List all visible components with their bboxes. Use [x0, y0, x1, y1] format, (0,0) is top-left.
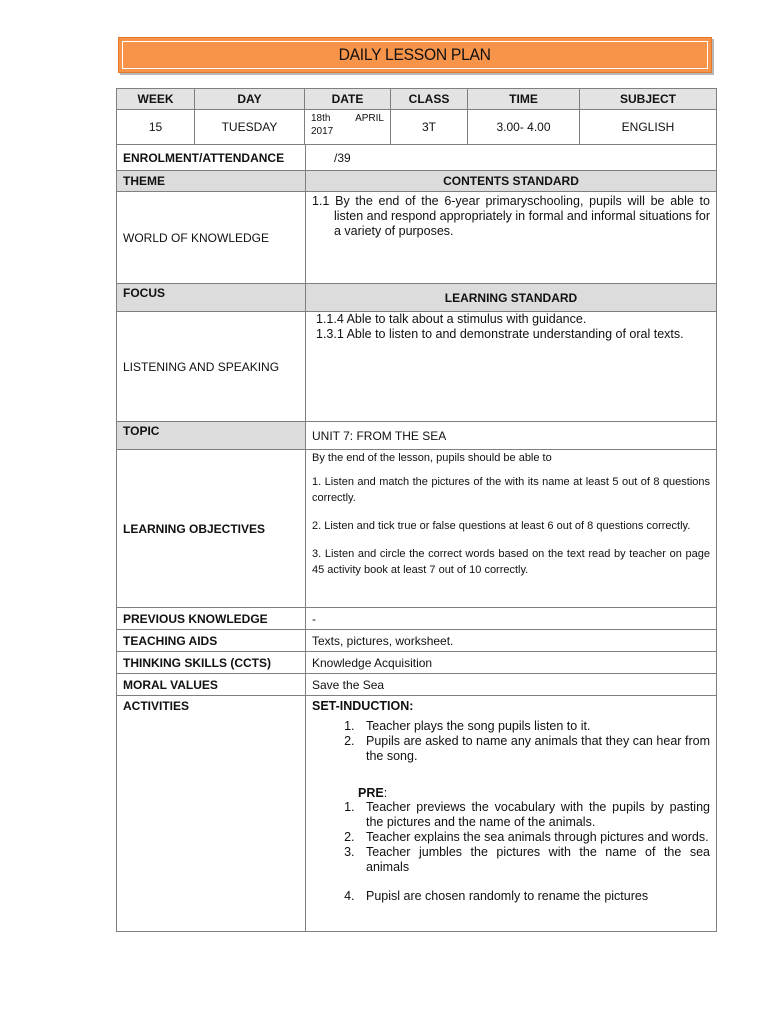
- theme-label: THEME: [117, 171, 306, 192]
- activities-row: [117, 696, 717, 932]
- lesson-details-table: [116, 144, 717, 932]
- focus-header-row: [117, 284, 717, 312]
- contents-standard-text: By the end of the 6-year primaryschooling, pupils will be able to listen and respond appropriately in formal and informal situations for a variety of purposes.: [334, 194, 710, 238]
- class-value: 3T: [391, 110, 468, 145]
- activity-item: 1. Teacher plays the song pupils listen to it.: [358, 719, 710, 734]
- previous-knowledge-value: -: [306, 608, 717, 630]
- learning-objective-item: 2. Listen and tick true or false questions at least 6 out of 8 questions correctly.: [312, 520, 691, 532]
- topic-row: [117, 422, 717, 450]
- learning-objectives-row: [117, 450, 717, 608]
- header-class: CLASS: [391, 89, 468, 110]
- theme-row: [117, 192, 717, 284]
- learning-standard-label: LEARNING STANDARD: [306, 284, 717, 312]
- activity-item: 1. Teacher previews the vocabulary with the pupils by pasting the pictures and the name of the animals.: [358, 800, 710, 830]
- learning-standard-item: 1.3.1 Able to listen to and demonstrate understanding of oral texts.: [316, 327, 684, 341]
- time-value: 3.00- 4.00: [468, 110, 580, 145]
- week-value: 15: [117, 110, 195, 145]
- date-value: 18th APRIL 2017: [305, 110, 391, 145]
- header-subject: SUBJECT: [580, 89, 717, 110]
- title-frame: [122, 41, 708, 69]
- header-day: DAY: [195, 89, 305, 110]
- moral-values-row: [117, 674, 717, 696]
- topic-label: TOPIC: [117, 422, 306, 450]
- moral-values-label: MORAL VALUES: [117, 674, 306, 696]
- set-induction-list: [312, 719, 710, 764]
- set-induction-label: SET-INDUCTION:: [312, 699, 414, 713]
- learning-standard-cell: [306, 312, 717, 422]
- activity-item: 3. Teacher jumbles the pictures with the name of the sea animals: [358, 845, 710, 875]
- previous-knowledge-row: [117, 608, 717, 630]
- activity-item: 4. Pupisl are chosen randomly to rename the pictures: [358, 889, 710, 904]
- activities-label: ACTIVITIES: [117, 696, 306, 932]
- pre-label: PRE:: [358, 786, 388, 800]
- theme-value: WORLD OF KNOWLEDGE: [117, 192, 306, 284]
- previous-knowledge-label: PREVIOUS KNOWLEDGE: [117, 608, 306, 630]
- enrolment-label: ENROLMENT/ATTENDANCE: [117, 145, 306, 171]
- thinking-skills-row: [117, 652, 717, 674]
- teaching-aids-label: TEACHING AIDS: [117, 630, 306, 652]
- learning-objectives-label: LEARNING OBJECTIVES: [117, 450, 306, 608]
- learning-objective-item: 3. Listen and circle the correct words based on the text read by teacher on page 45 activity book at least 7 out of 10 correctly.: [312, 548, 710, 576]
- contents-standard-cell: [306, 192, 717, 284]
- teaching-aids-row: [117, 630, 717, 652]
- schedule-value-row: [117, 110, 717, 145]
- pre-list: [312, 800, 710, 904]
- thinking-skills-value: Knowledge Acquisition: [306, 652, 717, 674]
- learning-objectives-cell: [306, 450, 717, 608]
- activities-cell: [306, 696, 717, 932]
- header-week: WEEK: [117, 89, 195, 110]
- topic-value: UNIT 7: FROM THE SEA: [306, 422, 717, 450]
- focus-row: [117, 312, 717, 422]
- activity-item: 2. Teacher explains the sea animals through pictures and words.: [358, 830, 710, 845]
- enrolment-value: /39: [306, 145, 717, 171]
- contents-standard-label: CONTENTS STANDARD: [306, 171, 717, 192]
- theme-header-row: [117, 171, 717, 192]
- contents-standard-code: 1.1: [312, 194, 330, 208]
- page-title: DAILY LESSON PLAN: [338, 45, 492, 64]
- schedule-table: [116, 88, 717, 145]
- focus-label: FOCUS: [117, 284, 306, 312]
- header-time: TIME: [468, 89, 580, 110]
- subject-value: ENGLISH: [580, 110, 717, 145]
- enrolment-row: [117, 145, 717, 171]
- header-date: DATE: [305, 89, 391, 110]
- thinking-skills-label: THINKING SKILLS (CCTS): [117, 652, 306, 674]
- learning-objectives-intro: By the end of the lesson, pupils should be able to: [312, 452, 552, 464]
- schedule-header-row: [117, 89, 717, 110]
- focus-value: LISTENING AND SPEAKING: [117, 312, 306, 422]
- activity-item: 2. Pupils are asked to name any animals that they can hear from the song.: [358, 734, 710, 764]
- moral-values-value: Save the Sea: [306, 674, 717, 696]
- teaching-aids-value: Texts, pictures, worksheet.: [306, 630, 717, 652]
- day-value: TUESDAY: [195, 110, 305, 145]
- title-bar: [118, 37, 712, 73]
- learning-objective-item: 1. Listen and match the pictures of the with its name at least 5 out of 8 questions correctly.: [312, 476, 710, 504]
- learning-standard-item: 1.1.4 Able to talk about a stimulus with guidance.: [316, 312, 587, 326]
